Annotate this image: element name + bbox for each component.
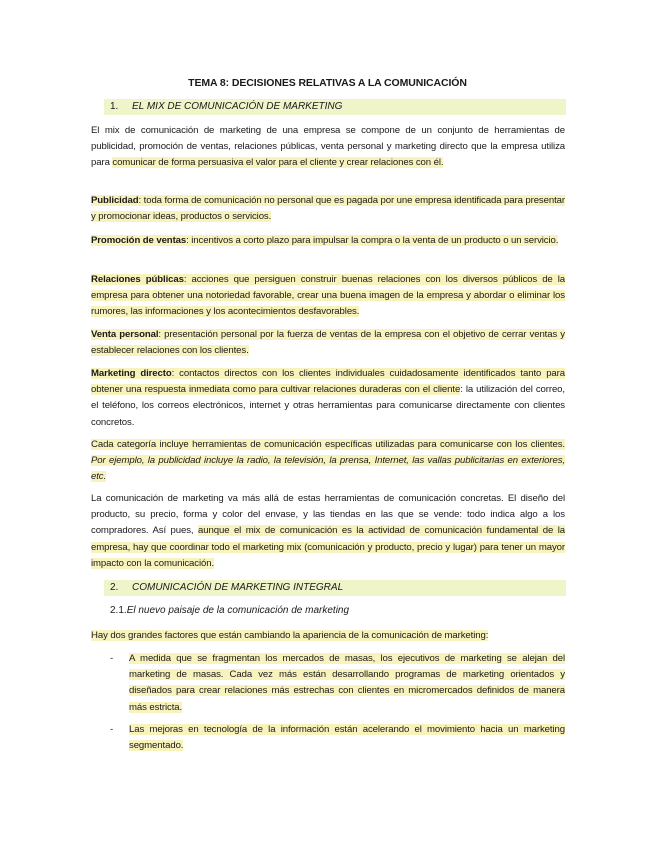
bullet-text: Las mejoras en tecnología de la información están acelerando el movimiento hacia un marketing segmentado.	[129, 724, 565, 752]
document-title: TEMA 8: DECISIONES RELATIVAS A LA COMUNICACIÓN	[188, 77, 467, 89]
subsection-2-1-number: 2.1.	[110, 605, 127, 616]
term-marketing-directo: Marketing directo	[91, 368, 172, 379]
paragraph-promocion	[91, 233, 565, 249]
subsection-2-1-heading	[110, 604, 349, 618]
def-marketing-directo: : contactos directos con los clientes individuales cuidadosamente identificados tanto para obtener una respuesta inmediata como para cultivar relaciones duraderas con el cliente	[91, 368, 565, 396]
mas-alla-text: La comunicación de marketing va más allá de estas herramientas de comunicación concretas. El diseño del producto, su precio, forma y color del envase, y las tiendas en las que se vende: todo indica algo a los compradores. Así pues,	[91, 493, 565, 537]
paragraph-factores	[91, 628, 565, 644]
subsection-2-1-label: El nuevo paisaje de la comunicación de marketing	[126, 605, 350, 616]
def-venta-personal: : presentación personal por la fuerza de ventas de la empresa con el objetivo de cerrar ventas y establecer relaciones con los clientes.	[91, 329, 565, 357]
bullet-dash: -	[110, 724, 114, 735]
term-promocion: Promoción de ventas	[91, 235, 187, 246]
term-venta-personal: Venta personal	[91, 329, 159, 340]
section-1-heading	[104, 99, 566, 115]
def-publicidad: : toda forma de comunicación no personal que es pagada por une empresa identificada para presentar y promocionar ideas, productos o servicios.	[91, 195, 565, 223]
def-promocion: : incentivos a corto plazo para impulsar la compra o la venta de un producto o un servicio.	[186, 235, 559, 246]
term-relaciones: Relaciones públicas	[91, 274, 184, 285]
mix-intro-text: El mix de comunicación de marketing de una empresa se compone de un conjunto de herramientas de publicidad, promoción de ventas, relaciones públicas, venta personal y marketing directo que la empresa utiliza para	[91, 125, 565, 169]
paragraph-relaciones	[91, 272, 565, 321]
paragraph-mas-alla	[91, 491, 565, 572]
paragraph-venta-personal	[91, 327, 565, 359]
bullet-text: A medida que se fragmentan los mercados de masas, los ejecutivos de marketing se alejan del marketing de masas. Cada vez más están desarrollando programas de marketing orientados y diseñados para crear relaciones más estrechas con clientes en micromercados definidos de manera más estricta.	[129, 653, 565, 713]
section-1-label: EL MIX DE COMUNICACIÓN DE MARKETING	[132, 101, 343, 112]
paragraph-publicidad	[91, 193, 565, 225]
list-item	[110, 651, 565, 716]
list-item	[110, 722, 565, 754]
categoria-text: Cada categoría incluye herramientas de comunicación específicas utilizadas para comunicarse con los clientes.	[91, 439, 565, 450]
def-relaciones: : acciones que persiguen construir buenas relaciones con los diversos públicos de la empresa para obtener una notoriedad favorable, crear una buena imagen de la empresa y abordar o eliminar los rumores, las informaciones y los acontecimientos desfavorables.	[91, 274, 566, 318]
bullet-dash: -	[110, 653, 114, 664]
mas-alla-highlight: aunque el mix de comunicación es la actividad de comunicación fundamental de la empresa, hay que coordinar todo el marketing mix (comunicación y producto, precio y lugar) para tener un mayor impacto con la comunicación.	[91, 525, 565, 569]
factores-text: Hay dos grandes factores que están cambiando la apariencia de la comunicación de marketing:	[91, 630, 489, 641]
categoria-example: Por ejemplo, la publicidad incluye la radio, la televisión, la prensa, Internet, las vallas publicitarias en exteriores, etc.	[91, 455, 565, 483]
rest-marketing-directo: : la utilización del correo, el teléfono, los correos electrónicos, internet y otras herramientas para comunicarse directamente con clientes concretos.	[91, 384, 565, 428]
section-1-number: 1.	[110, 101, 119, 112]
paragraph-categoria	[91, 437, 565, 486]
term-publicidad: Publicidad	[91, 195, 139, 206]
paragraph-mix-intro	[91, 123, 565, 172]
paragraph-marketing-directo	[91, 366, 565, 431]
mix-intro-highlight: comunicar de forma persuasiva el valor para el cliente y crear relaciones con él.	[112, 157, 444, 169]
section-2-label: COMUNICACIÓN DE MARKETING INTEGRAL	[132, 582, 344, 593]
section-2-heading	[104, 580, 566, 596]
section-2-number: 2.	[110, 582, 119, 593]
